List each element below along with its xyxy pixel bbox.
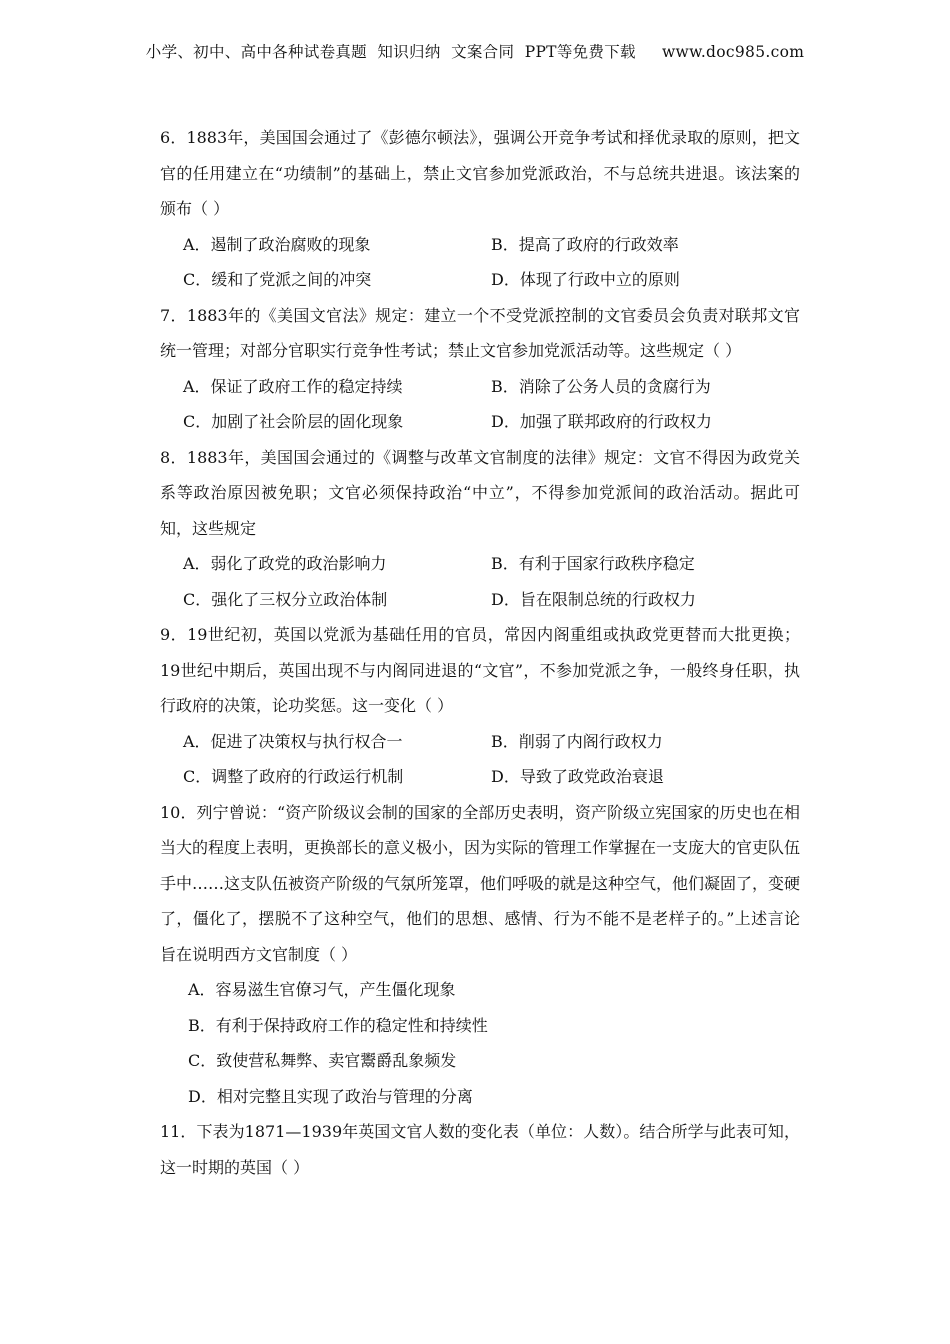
question-11 [160, 1114, 800, 1185]
option-b[interactable]: B．有利于国家行政秩序稳定 [491, 554, 695, 573]
question-stem: 11．下表为1871—1939年英国文官人数的变化表（单位：人数）。结合所学与此表可知，这一时期的英国（ ） [160, 1122, 800, 1177]
option-grid [183, 546, 800, 617]
option-grid [183, 724, 800, 795]
option-list [188, 972, 800, 1114]
option-grid [183, 227, 800, 298]
option-a[interactable]: A．容易滋生官僚习气，产生僵化现象 [188, 980, 456, 999]
option-d[interactable]: D．旨在限制总统的行政权力 [491, 589, 696, 609]
option-c[interactable]: C．缓和了党派之间的冲突 [183, 270, 372, 289]
option-c[interactable]: C．加剧了社会阶层的固化现象 [183, 412, 404, 431]
option-b[interactable]: B．提高了政府的行政效率 [491, 234, 679, 254]
question-stem: 9．19世纪初，英国以党派为基础任用的官员，常因内阁重组或执政党更替而大批更换；19世纪中期后，英国出现不与内阁同进退的“文官”，不参加党派之争，一般终身任职，执行政府的决策，论功奖惩。这一变化（ ） [160, 625, 800, 715]
option-c[interactable]: C．调整了政府的行政运行机制 [183, 767, 404, 786]
question-7 [160, 298, 800, 440]
question-stem: 6．1883年，美国国会通过了《彭德尔顿法》，强调公开竞争考试和择优录取的原则，把文官的任用建立在“功绩制”的基础上，禁止文官参加党派政治，不与总统共进退。该法案的颁布（ ） [160, 128, 800, 218]
question-6 [160, 120, 800, 298]
option-grid [183, 369, 800, 440]
question-8 [160, 440, 800, 618]
question-stem: 8．1883年，美国国会通过的《调整与改革文官制度的法律》规定：文官不得因为政党关系等政治原因被免职；文官必须保持政治“中立”，不得参加党派间的政治活动。据此可知，这些规定 [160, 447, 800, 538]
option-a[interactable]: A．遏制了政治腐败的现象 [183, 234, 371, 254]
option-c[interactable]: C．强化了三权分立政治体制 [183, 589, 388, 609]
option-a[interactable]: A．促进了决策权与执行权合一 [183, 731, 403, 751]
option-a[interactable]: A．保证了政府工作的稳定持续 [183, 376, 403, 396]
question-stem: 7．1883年的《美国文官法》规定：建立一个不受党派控制的文官委员会负责对联邦文官统一管理；对部分官职实行竞争性考试；禁止文官参加党派活动等。这些规定（ ） [160, 305, 800, 360]
option-d[interactable]: D．导致了政党政治衰退 [491, 767, 664, 786]
question-10 [160, 795, 800, 1115]
option-d[interactable]: D．体现了行政中立的原则 [491, 270, 680, 289]
option-d[interactable]: D．加强了联邦政府的行政权力 [491, 412, 712, 431]
option-c[interactable]: C．致使营私舞弊、卖官鬻爵乱象频发 [188, 1051, 457, 1070]
option-b[interactable]: B．消除了公务人员的贪腐行为 [491, 376, 711, 396]
option-a[interactable]: A．弱化了政党的政治影响力 [183, 554, 387, 573]
question-9 [160, 617, 800, 795]
question-list [160, 120, 800, 1185]
option-d[interactable]: D．相对完整且实现了政治与管理的分离 [188, 1086, 473, 1106]
option-b[interactable]: B．有利于保持政府工作的稳定性和持续性 [188, 1015, 488, 1035]
question-stem: 10．列宁曾说：“资产阶级议会制的国家的全部历史表明，资产阶级立宪国家的历史也在相当大的程度上表明，更换部长的意义极小，因为实际的管理工作掌握在一支庞大的官吏队伍手中……这支队伍被资产阶级的气氛所笼罩，他们呼吸的就是这种空气，他们凝固了，变硬了，僵化了，摆脱不了这种空气，他们的思想、感情、行为不能不是老样子的。”上述言论旨在说明西方文官制度（ ） [160, 802, 801, 964]
page-header: 小学、初中、高中各种试卷真题 知识归纳 文案合同 PPT等免费下载 www.doc985.com [145, 43, 805, 61]
option-b[interactable]: B．削弱了内阁行政权力 [491, 731, 663, 751]
